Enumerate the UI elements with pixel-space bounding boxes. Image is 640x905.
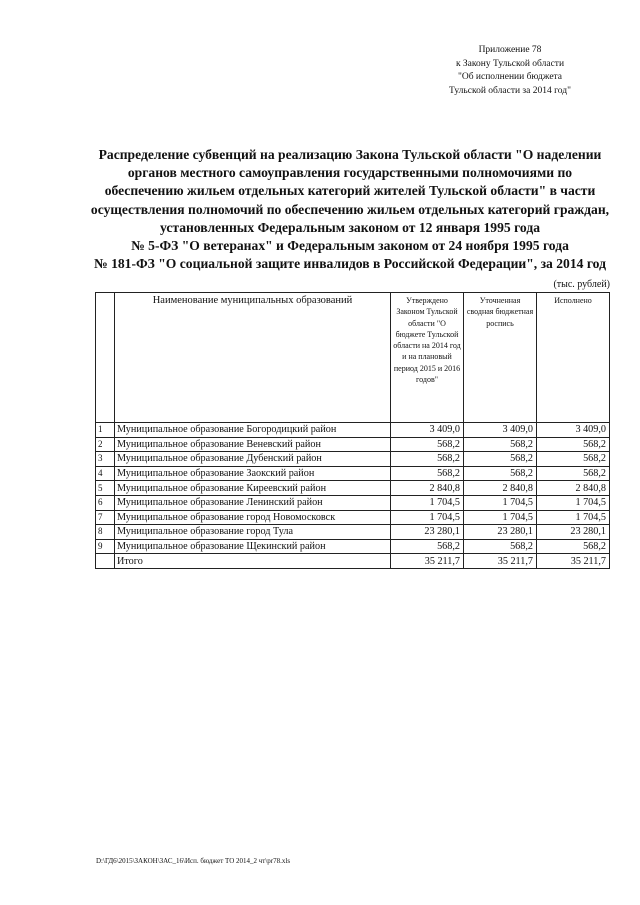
appendix-line: Тульской области за 2014 год" xyxy=(449,85,571,96)
table-row xyxy=(96,437,610,452)
appendix-line: Приложение 78 xyxy=(478,45,542,55)
table-row xyxy=(96,466,610,481)
row-revised: 23 280,1 xyxy=(464,525,537,540)
row-approved: 568,2 xyxy=(391,539,464,554)
title-line: обеспечению жильем отдельных категорий жителей Тульской области" в части xyxy=(104,183,596,199)
row-num: 1 xyxy=(96,423,115,438)
row-num: 2 xyxy=(96,437,115,452)
header-revised: Уточненная сводная бюджетная роспись xyxy=(464,293,537,423)
row-approved: 568,2 xyxy=(391,466,464,481)
row-executed: 1 704,5 xyxy=(537,510,610,525)
row-name: Муниципальное образование Богородицкий район xyxy=(115,423,391,438)
header-executed: Исполнено xyxy=(537,293,610,423)
table-row xyxy=(96,452,610,467)
row-revised: 2 840,8 xyxy=(464,481,537,496)
title-line: установленных Федеральным законом от 12 января 1995 года xyxy=(159,219,541,235)
row-approved: 568,2 xyxy=(391,437,464,452)
appendix-line: к Закону Тульской области xyxy=(455,58,565,69)
title-line: № 5-ФЗ "О ветеранах" и Федеральным законом от 24 ноября 1995 года xyxy=(131,238,569,254)
total-approved: 35 211,7 xyxy=(391,554,464,569)
header-name: Наименование муниципальных образований xyxy=(115,293,391,423)
row-executed: 568,2 xyxy=(537,452,610,467)
total-row xyxy=(96,554,610,569)
row-num: 5 xyxy=(96,481,115,496)
row-revised: 1 704,5 xyxy=(464,495,537,510)
row-name: Муниципальное образование город Новомосковск xyxy=(115,510,391,525)
row-num: 4 xyxy=(96,466,115,481)
row-revised: 568,2 xyxy=(464,452,537,467)
row-approved: 3 409,0 xyxy=(391,423,464,438)
row-executed: 568,2 xyxy=(537,539,610,554)
row-num: 8 xyxy=(96,525,115,540)
row-approved: 1 704,5 xyxy=(391,510,464,525)
row-approved: 23 280,1 xyxy=(391,525,464,540)
row-num: 3 xyxy=(96,452,115,467)
row-approved: 568,2 xyxy=(391,452,464,467)
row-num: 6 xyxy=(96,495,115,510)
total-num xyxy=(96,554,115,569)
row-revised: 568,2 xyxy=(464,539,537,554)
units-label: (тыс. рублей) xyxy=(553,279,610,290)
table-row xyxy=(96,525,610,540)
title-line: органов местного самоуправления государственными полномочиями по xyxy=(127,165,573,181)
title-line: осуществления полномочий по обеспечению жильем отдельных категорий граждан, xyxy=(90,201,610,217)
row-executed: 568,2 xyxy=(537,466,610,481)
table-row xyxy=(96,539,610,554)
row-executed: 3 409,0 xyxy=(537,423,610,438)
row-revised: 568,2 xyxy=(464,466,537,481)
row-approved: 1 704,5 xyxy=(391,495,464,510)
document-title xyxy=(80,146,620,273)
header-num xyxy=(96,293,115,423)
appendix-note xyxy=(400,44,620,98)
row-name: Муниципальное образование Заокский район xyxy=(115,466,391,481)
row-revised: 1 704,5 xyxy=(464,510,537,525)
table-row xyxy=(96,423,610,438)
row-num: 9 xyxy=(96,539,115,554)
row-revised: 3 409,0 xyxy=(464,423,537,438)
table-row xyxy=(96,510,610,525)
row-executed: 2 840,8 xyxy=(537,481,610,496)
row-executed: 23 280,1 xyxy=(537,525,610,540)
header-approved: Утверждено Законом Тульской области "О бюджете Тульской области на 2014 год и на плановый период 2015 и 2016 годов" xyxy=(391,293,464,423)
total-revised: 35 211,7 xyxy=(464,554,537,569)
row-name: Муниципальное образование Веневский район xyxy=(115,437,391,452)
table-row xyxy=(96,495,610,510)
row-revised: 568,2 xyxy=(464,437,537,452)
title-line: Распределение субвенций на реализацию Закона Тульской области "О наделении xyxy=(98,147,602,162)
title-line: № 181-ФЗ "О социальной защите инвалидов в Российской Федерации", за 2014 год xyxy=(94,256,606,272)
subsidy-table xyxy=(95,292,610,569)
file-path-footer: D:\ГД6\2015\ЗАКОН\ЗАС_16\Исп. бюджет ТО 2014_2 чт\pr78.xls xyxy=(96,857,291,865)
row-name: Муниципальное образование Киреевский район xyxy=(115,481,391,496)
row-executed: 1 704,5 xyxy=(537,495,610,510)
total-label: Итого xyxy=(115,554,391,569)
row-approved: 2 840,8 xyxy=(391,481,464,496)
row-name: Муниципальное образование Щекинский район xyxy=(115,539,391,554)
appendix-line: "Об исполнении бюджета xyxy=(457,72,563,82)
row-executed: 568,2 xyxy=(537,437,610,452)
table-row xyxy=(96,481,610,496)
row-name: Муниципальное образование город Тула xyxy=(115,525,391,540)
row-num: 7 xyxy=(96,510,115,525)
row-name: Муниципальное образование Дубенский район xyxy=(115,452,391,467)
total-executed: 35 211,7 xyxy=(537,554,610,569)
table-header-row xyxy=(96,293,610,423)
row-name: Муниципальное образование Ленинский район xyxy=(115,495,391,510)
